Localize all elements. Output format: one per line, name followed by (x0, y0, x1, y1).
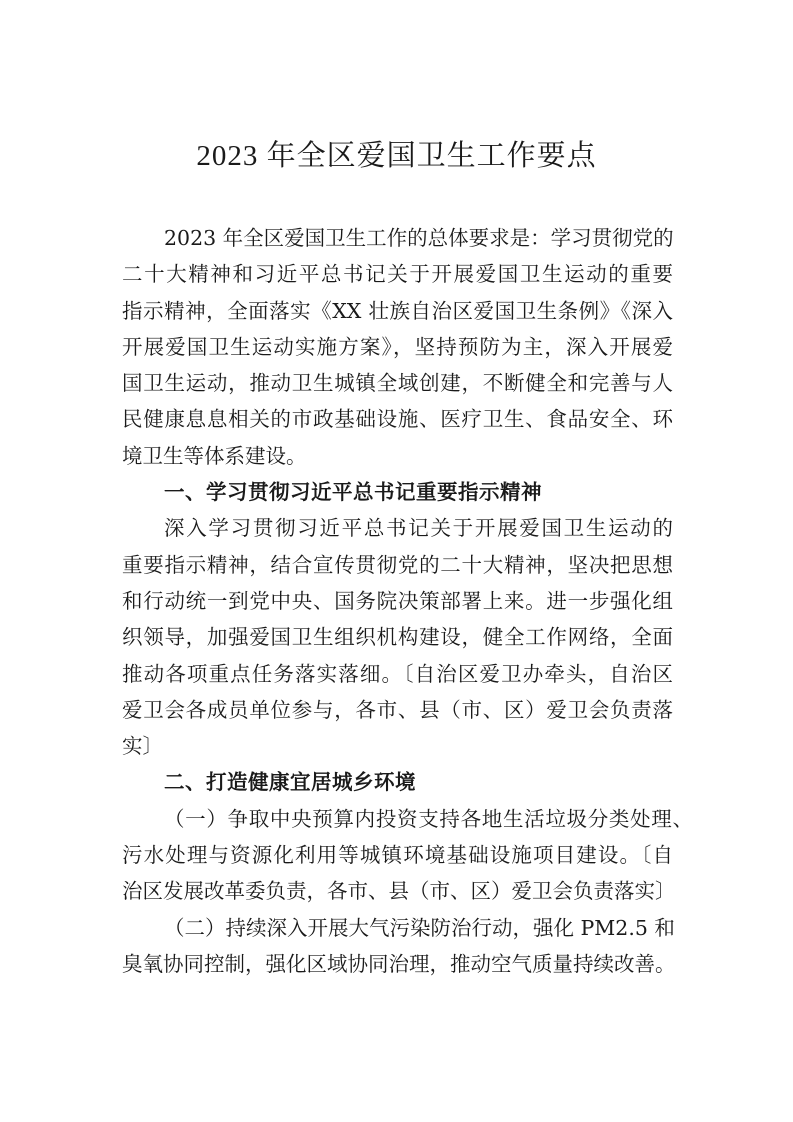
text-line: 开展爱国卫生运动实施方案》，坚持预防为主，深入开展爱 (122, 334, 673, 359)
section-heading-2: 二、打造健康宜居城乡环境 (164, 770, 416, 795)
text-line: 重要指示精神，结合宣传贯彻党的二十大精神，坚决把思想 (122, 552, 673, 577)
text-line: 2023 年全区爱国卫生工作的总体要求是：学习贯彻党的 (164, 226, 674, 250)
document-body (122, 220, 693, 982)
text-line: 织领导，加强爱国卫生组织机构建设，健全工作网络，全面 (122, 625, 673, 650)
text-line: 深入学习贯彻习近平总书记关于开展爱国卫生运动的 (164, 516, 673, 541)
paragraph-section-2-item-1 (122, 801, 693, 910)
paragraph-section-1 (122, 510, 673, 764)
text-line: （一）争取中央预算内投资支持各地生活垃圾分类处理、 (164, 806, 693, 831)
text-line: 治区发展改革委负责，各市、县（市、区）爱卫会负责落实〕 (122, 879, 676, 904)
text-line: 污水处理与资源化利用等城镇环境基础设施项目建设。〔自 (122, 843, 673, 868)
text-line: 国卫生运动，推动卫生城镇全域创建，不断健全和完善与人 (122, 371, 673, 396)
text-line: 二十大精神和习近平总书记关于开展爱国卫生运动的重要 (122, 262, 673, 287)
document-title: 2023 年全区爱国卫生工作要点 (196, 140, 597, 172)
text-line: 指示精神，全面落实《XX 壮族自治区爱国卫生条例》《深入 (122, 298, 673, 323)
text-line: 实〕 (122, 734, 163, 759)
text-line: 爱卫会各成员单位参与，各市、县（市、区）爱卫会负责落 (122, 697, 673, 722)
text-line: 民健康息息相关的市政基础设施、医疗卫生、食品安全、环 (122, 407, 673, 432)
paragraph-overview (122, 220, 673, 474)
text-line: 和行动统一到党中央、国务院决策部署上来。进一步强化组 (122, 588, 673, 613)
section-heading-1: 一、学习贯彻习近平总书记重要指示精神 (164, 480, 542, 505)
paragraph-section-2-item-2 (122, 910, 676, 983)
text-line: 推动各项重点任务落实落细。〔自治区爱卫办牵头，自治区 (122, 661, 673, 686)
text-line: （二）持续深入开展大气污染防治行动，强化 PM2.5 和 (164, 915, 675, 940)
text-line: 境卫生等体系建设。 (122, 443, 307, 468)
text-line: 臭氧协同控制，强化区域协同治理，推动空气质量持续改善。 (122, 951, 676, 976)
